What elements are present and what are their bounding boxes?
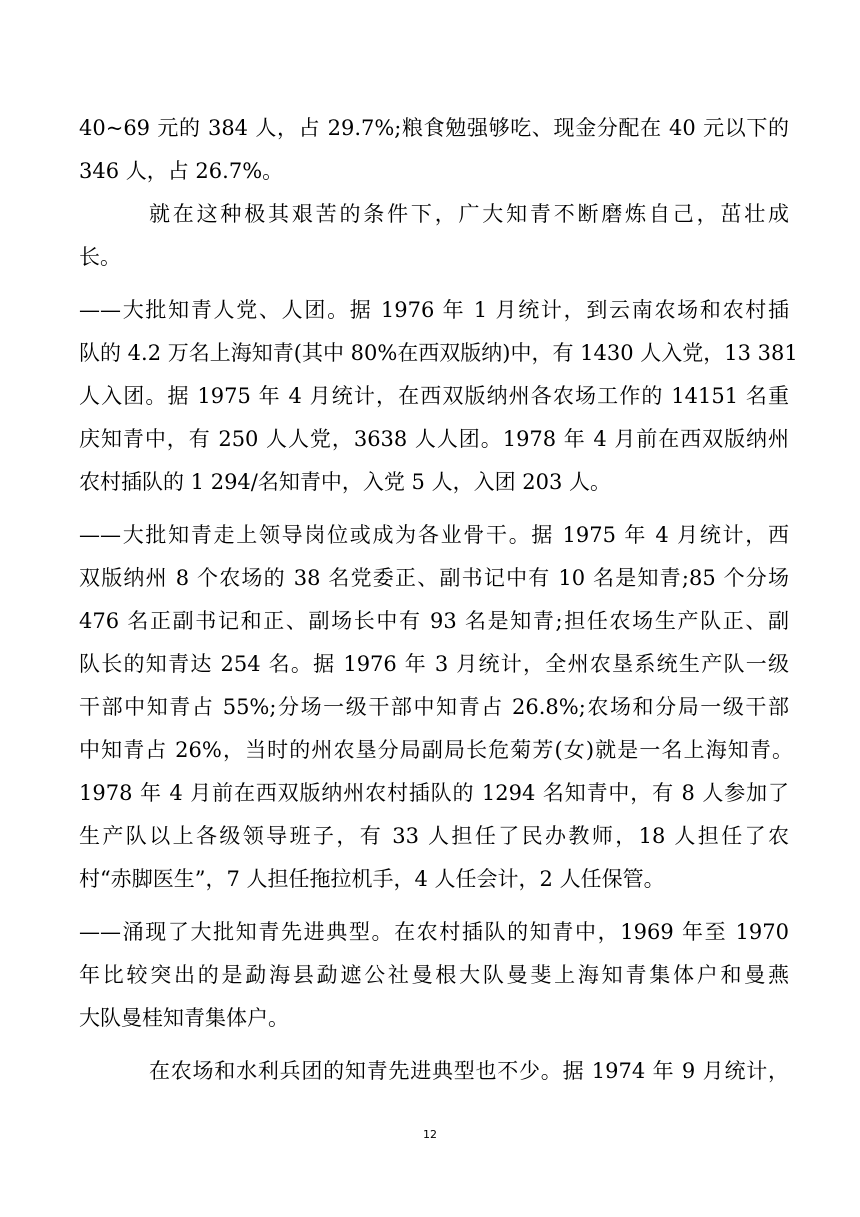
text-line: 1978 年 4 月前在西双版纳州农村插队的 1294 名知青中，有 8 人参加了 <box>79 781 789 805</box>
text-line: 大队曼桂知青集体户。 <box>79 1006 289 1030</box>
text-line: 庆知青中，有 250 人人党，3638 人人团。1978 年 4 月前在西双版纳州 <box>79 427 789 451</box>
text-line: 干部中知青占 55%;分场一级干部中知青占 26.8%;农场和分局一级干部 <box>79 695 789 719</box>
text-line: 生产队以上各级领导班子，有 33 人担任了民办教师，18 人担任了农 <box>79 824 789 848</box>
text-line: 年比较突出的是勐海县勐遮公社曼根大队曼斐上海知青集体户和曼燕 <box>79 963 789 987</box>
text-line: ——大批知青走上领导岗位或成为各业骨干。据 1975 年 4 月统计，西 <box>79 523 789 547</box>
text-line: 346 人，占 26.7%。 <box>79 159 284 183</box>
paragraph-indent-line: 在农场和水利兵团的知青先进典型也不少。据 1974 年 9 月统计， <box>149 1059 789 1083</box>
text-line: 队的 4.2 万名上海知青(其中 80%在西双版纳)中，有 1430 人入党，13 381 <box>79 341 798 365</box>
text-line: 476 名正副书记和正、副场长中有 93 名是知青;担任农场生产队正、副 <box>79 609 789 633</box>
text-line: ——涌现了大批知青先进典型。在农村插队的知青中，1969 年至 1970 <box>79 920 789 944</box>
text-line: ——大批知青人党、人团。据 1976 年 1 月统计，到云南农场和农村插 <box>79 298 789 322</box>
text-line: 农村插队的 1 294/名知青中，入党 5 人，入团 203 人。 <box>79 470 612 494</box>
text-line: 队长的知青达 254 名。据 1976 年 3 月统计，全州农垦系统生产队一级 <box>79 652 789 676</box>
text-line: 40~69 元的 384 人，占 29.7%;粮食勉强够吃、现金分配在 40 元以下的 <box>79 116 789 140</box>
text-line: 人入团。据 1975 年 4 月统计，在西双版纳州各农场工作的 14151 名重 <box>79 384 789 408</box>
page-number: 12 <box>423 1128 437 1141</box>
text-line: 中知青占 26%，当时的州农垦分局副局长危菊芳(女)就是一名上海知青。 <box>79 738 793 762</box>
paragraph-indent-line: 就在这种极其艰苦的条件下，广大知青不断磨炼自己，茁壮成 <box>149 202 789 226</box>
text-line: 双版纳州 8 个农场的 38 名党委正、副书记中有 10 名是知青;85 个分场 <box>79 566 789 590</box>
text-line: 村“赤脚医生”，7 人担任拖拉机手，4 人任会计，2 人任保管。 <box>79 867 665 891</box>
text-line: 长。 <box>79 245 121 269</box>
